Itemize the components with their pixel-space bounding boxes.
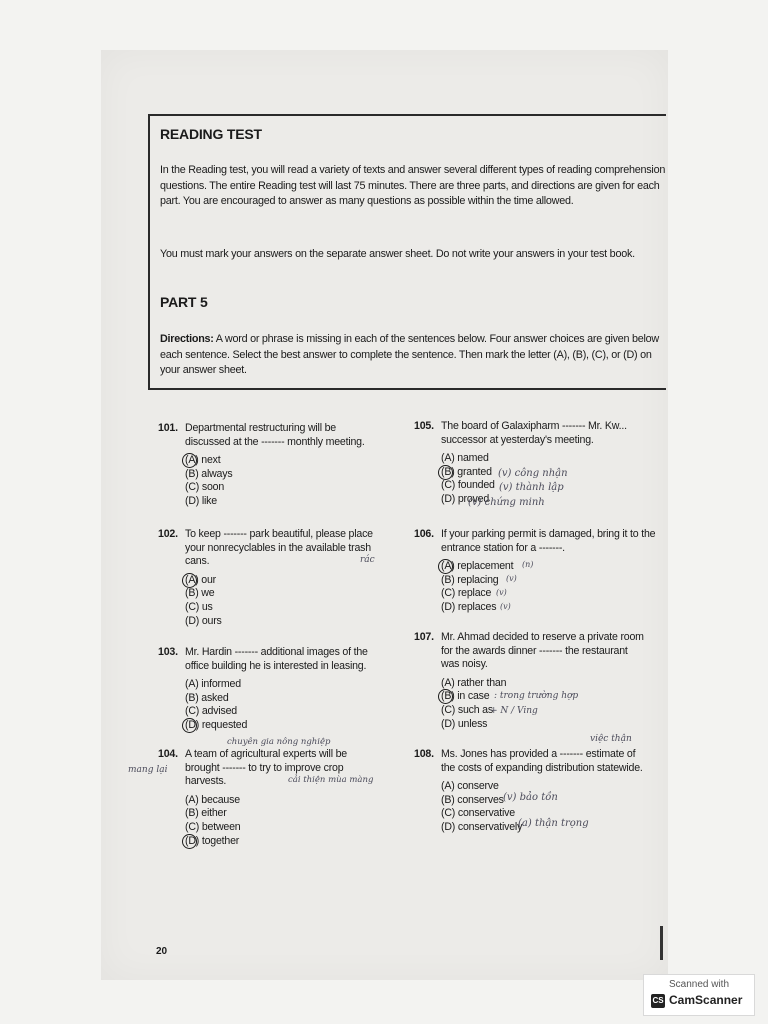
option-d: (D) like <box>185 494 217 507</box>
option-c: (C) soon <box>185 481 225 494</box>
handwritten-note: cải thiện mùa màng <box>288 775 374 785</box>
camscanner-watermark <box>643 974 755 1016</box>
option-c: (C) between <box>185 820 241 833</box>
option-c: (C) replace <box>441 587 492 600</box>
question-107 <box>414 631 644 731</box>
handwritten-note: (v) <box>496 588 507 597</box>
question-104 <box>158 748 373 848</box>
option-d: (D) together <box>185 835 373 849</box>
handwritten-note: (v) bảo tồn <box>503 792 558 803</box>
question-number: 105. <box>414 420 434 432</box>
directions-label: Directions: <box>160 333 214 345</box>
reading-test-intro: In the Reading test, you will read a variety of texts and answer several different types of reading comprehension questions. The entire Reading test will last 75 minutes. There are three parts, and directions are given for each part. You are encouraged to answer as many questions as possible within the time allowed. <box>160 164 666 207</box>
scan-edge-mark <box>660 926 663 960</box>
option-a: (A) replacement <box>441 560 664 574</box>
option-d: (D) conservatively <box>441 820 523 833</box>
handwritten-note: (n) <box>522 560 534 569</box>
option-c: (C) advised <box>185 705 237 718</box>
option-b: (B) always <box>185 467 233 480</box>
question-number: 104. <box>158 748 178 760</box>
option-b: (B) replacing <box>441 573 499 586</box>
question-number: 108. <box>414 748 434 760</box>
option-a: (A) conserve <box>441 780 499 793</box>
option-b: (B) granted <box>441 466 664 480</box>
question-stem: Ms. Jones has provided a ------- estimate of the costs of expanding distribution statewide. <box>441 748 643 774</box>
handwritten-note: (v) <box>500 602 511 611</box>
option-a: (A) because <box>185 793 240 806</box>
handwritten-note: (v) thành lập <box>499 482 564 493</box>
answer-circle <box>182 718 197 733</box>
option-a: (A) named <box>441 452 489 465</box>
scanned-with-text: Scanned with <box>668 979 730 990</box>
directions <box>160 332 666 379</box>
option-c: (C) founded <box>441 479 495 492</box>
handwritten-note: (a) thận trọng <box>518 818 589 829</box>
answer-circle <box>438 465 453 480</box>
option-d: (D) unless <box>441 717 488 730</box>
handwritten-note: (v) chứng minh <box>468 497 545 508</box>
option-d: (D) ours <box>185 614 222 627</box>
question-stem: Departmental restructuring will be discussed at the ------- monthly meeting. <box>185 422 365 448</box>
directions-text: A word or phrase is missing in each of the sentences below. Four answer choices are given below each sentence. Select the best answer to complete the sentence. Then mark the letter (A), (B), (C), or (D) on your answer sheet. <box>160 333 659 376</box>
handwritten-note: mang lại <box>128 765 168 775</box>
option-c: (C) such as <box>441 703 493 716</box>
answer-sheet-note: You must mark your answers on the separate answer sheet. Do not write your answers in your test book. <box>160 248 635 260</box>
handwritten-note: chuyên gia nông nghiệp <box>227 737 331 747</box>
option-c: (C) us <box>185 600 213 613</box>
question-106 <box>414 528 664 615</box>
question-102 <box>158 528 383 628</box>
reading-test-instructions-box <box>148 114 666 390</box>
option-d: (D) requested <box>185 719 383 733</box>
handwritten-note: việc thận <box>590 734 632 744</box>
question-number: 106. <box>414 528 434 540</box>
question-103 <box>158 646 383 733</box>
answer-circle <box>182 573 197 588</box>
option-b: (B) in case <box>441 690 644 704</box>
question-101 <box>158 422 378 509</box>
question-number: 103. <box>158 646 178 658</box>
option-b: (B) asked <box>185 691 229 704</box>
option-b: (B) conserves <box>441 793 504 806</box>
question-105 <box>414 420 664 507</box>
question-stem: To keep ------- park beautiful, please place your nonrecyclables in the available trash cans. <box>185 528 373 568</box>
option-c: (C) conservative <box>441 807 515 820</box>
option-b: (B) either <box>185 807 227 820</box>
question-stem: If your parking permit is damaged, bring it to the entrance station for a -------. <box>441 528 656 554</box>
option-b: (B) we <box>185 587 215 600</box>
camscanner-logo-icon: CS <box>651 994 665 1008</box>
question-stem: The board of Galaxipharm ------- Mr. Kw... successor at yesterday's meeting. <box>441 420 627 446</box>
option-d: (D) proved <box>441 492 490 505</box>
handwritten-note: rác <box>360 555 375 565</box>
answer-circle <box>182 834 197 849</box>
question-number: 107. <box>414 631 434 643</box>
camscanner-brand: CamScanner <box>669 993 743 1007</box>
handwritten-note: : trong trường hợp <box>494 691 579 701</box>
question-stem: Mr. Ahmad decided to reserve a private room for the awards dinner ------- the restaurant was noisy. <box>441 631 644 671</box>
option-d: (D) replaces <box>441 600 497 613</box>
page-number: 20 <box>156 946 168 957</box>
question-number: 102. <box>158 528 178 540</box>
option-a: (A) rather than <box>441 676 507 689</box>
part-title: PART 5 <box>160 294 208 310</box>
option-a: (A) our <box>185 574 383 588</box>
option-a: (A) informed <box>185 678 241 691</box>
option-a: (A) next <box>185 454 378 468</box>
handwritten-note: (v) <box>506 574 517 583</box>
reading-test-title: READING TEST <box>160 126 262 142</box>
question-stem: Mr. Hardin ------- additional images of the office building he is interested in leasing. <box>185 646 368 672</box>
handwritten-note: + N / Ving <box>490 706 538 716</box>
question-number: 101. <box>158 422 178 434</box>
question-stem: A team of agricultural experts will be brought ------- to try to improve crop harvests. <box>185 748 347 788</box>
handwritten-note: (v) công nhận <box>498 468 568 479</box>
